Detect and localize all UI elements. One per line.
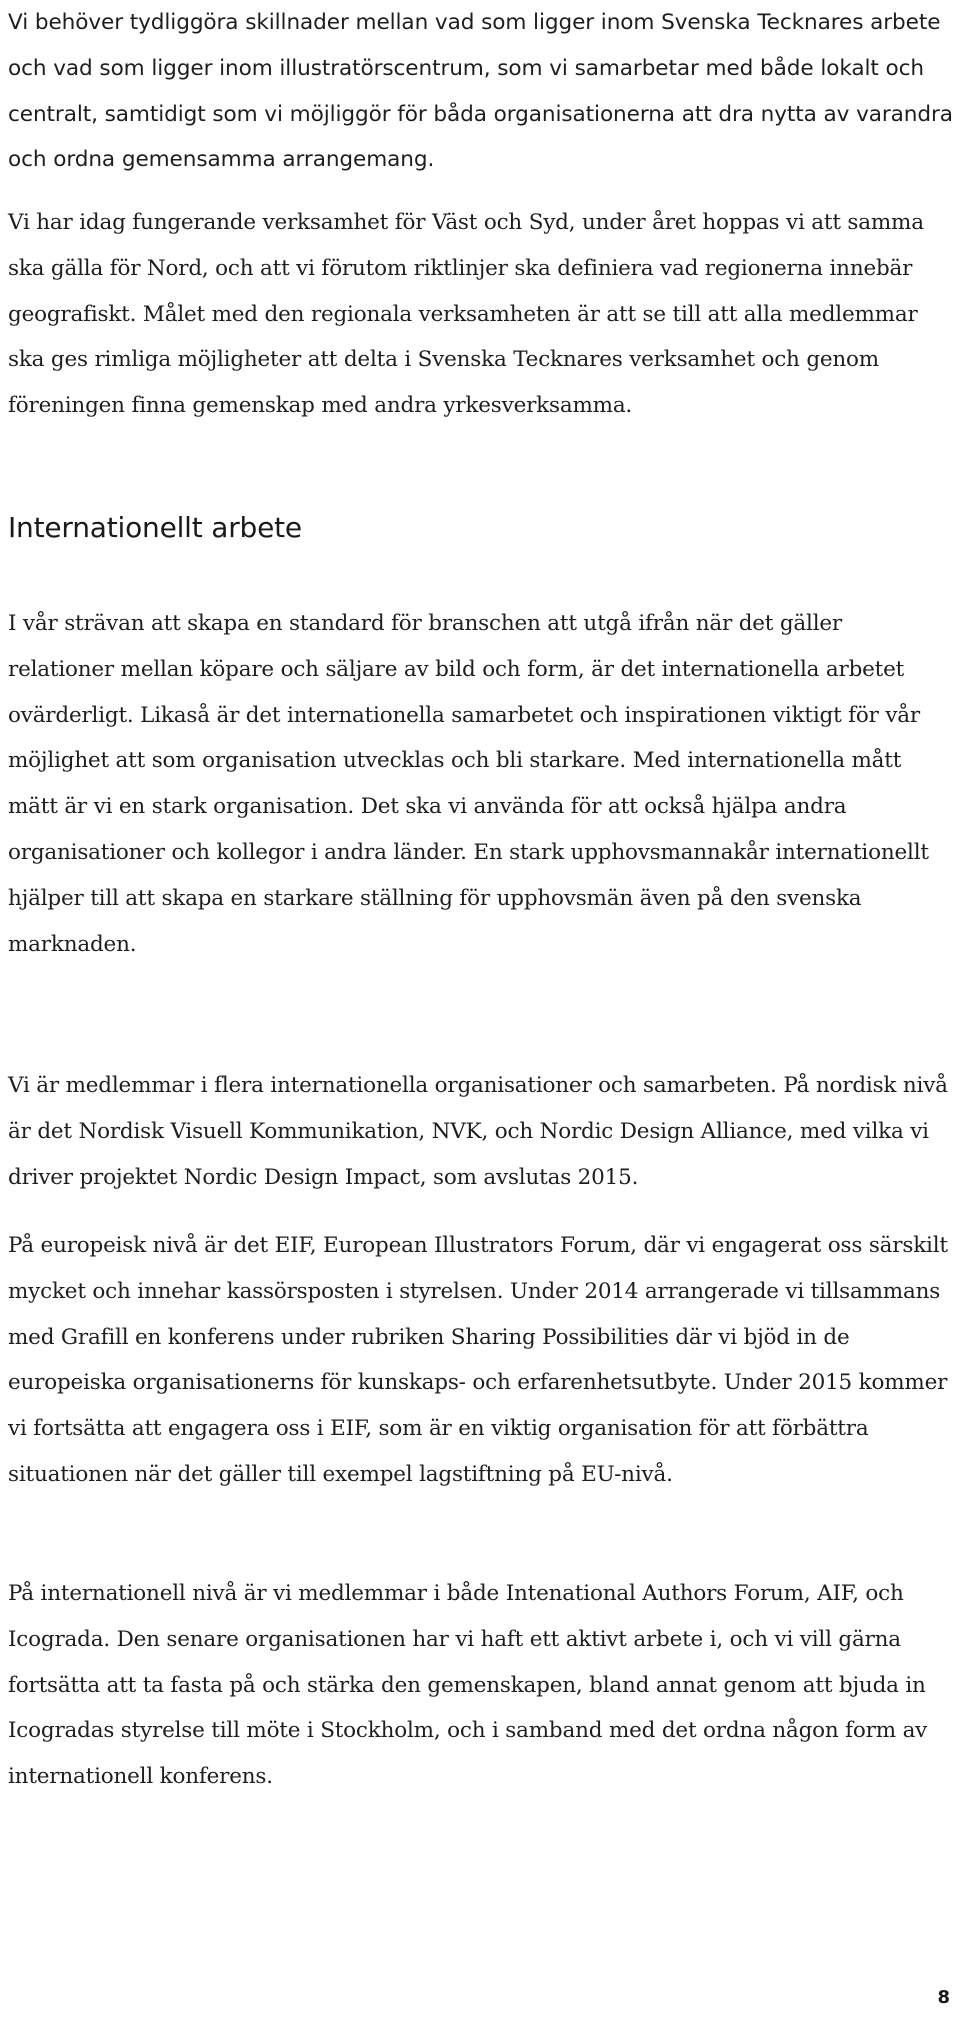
heading-international: Internationellt arbete <box>8 511 302 544</box>
paragraph-global: På internationell nivå är vi medlemmar i både Intenational Authors Forum, AIF, och Icograda. Den senare organisationen har vi haft ett aktivt arbete i, och vi vill gärna fortsätta att ta fasta på och stärka den gemenskapen, bland annat genom att bjuda in Icogradas styrelse till möte i Stockholm, och i samband med det ordna någon form av internationell konferens. <box>8 1581 928 1790</box>
page-number: 8 <box>937 1987 950 2008</box>
paragraph-regional: Vi har idag fungerande verksamhet för Väst och Syd, under året hoppas vi att samma ska gälla för Nord, och att vi förutom riktlinjer ska definiera vad regionerna innebär geografiskt. Målet med den regionala verksamheten är att se till att alla medlemmar ska ges rimliga möjligheter att delta i Svenska Tecknares verksamhet och genom föreningen finna gemenskap med andra yrkesverksamma. <box>8 210 924 419</box>
paragraph-international-intro: I vår strävan att skapa en standard för branschen att utgå ifrån när det gäller relationer mellan köpare och säljare av bild och form, är det internationella arbetet ovärderligt. Likaså är det internationella samarbetet och inspirationen viktigt för vår möjlighet att som organisation utvecklas och bli starkare. Med internationella mått mätt är vi en stark organisation. Det ska vi använda för att också hjälpa andra organisationer och kollegor i andra länder. En stark upphovsmannakår internationellt hjälper till att skapa en starkare ställning för upphovsmän även på den svenska marknaden. <box>8 611 929 957</box>
paragraph-memberships: Vi är medlemmar i flera internationella organisationer och samarbeten. På nordisk nivå är det Nordisk Visuell Kommunikation, NVK, och Nordic Design Alliance, med vilka vi driver projektet Nordic Design Impact, som avslutas 2015. <box>8 1073 948 1190</box>
paragraph-intro: Vi behöver tydliggöra skillnader mellan vad som ligger inom Svenska Tecknares arbete och vad som ligger inom illustratörscentrum, som vi samarbetar med både lokalt och centralt, samtidigt som vi möjliggör för båda organisationerna att dra nytta av varandra och ordna gemensamma arrangemang. <box>8 10 953 173</box>
paragraph-european: På europeisk nivå är det EIF, European Illustrators Forum, där vi engagerat oss särskilt mycket och innehar kassörsposten i styrelsen. Under 2014 arrangerade vi tillsammans med Grafill en konferens under rubriken Sharing Possibilities där vi bjöd in de europeiska organisationerns för kunskaps- och erfarenhetsutbyte. Under 2015 kommer vi fortsätta att engagera oss i EIF, som är en viktig organisation för att förbättra situationen när det gäller till exempel lagstiftning på EU-nivå. <box>8 1233 948 1487</box>
